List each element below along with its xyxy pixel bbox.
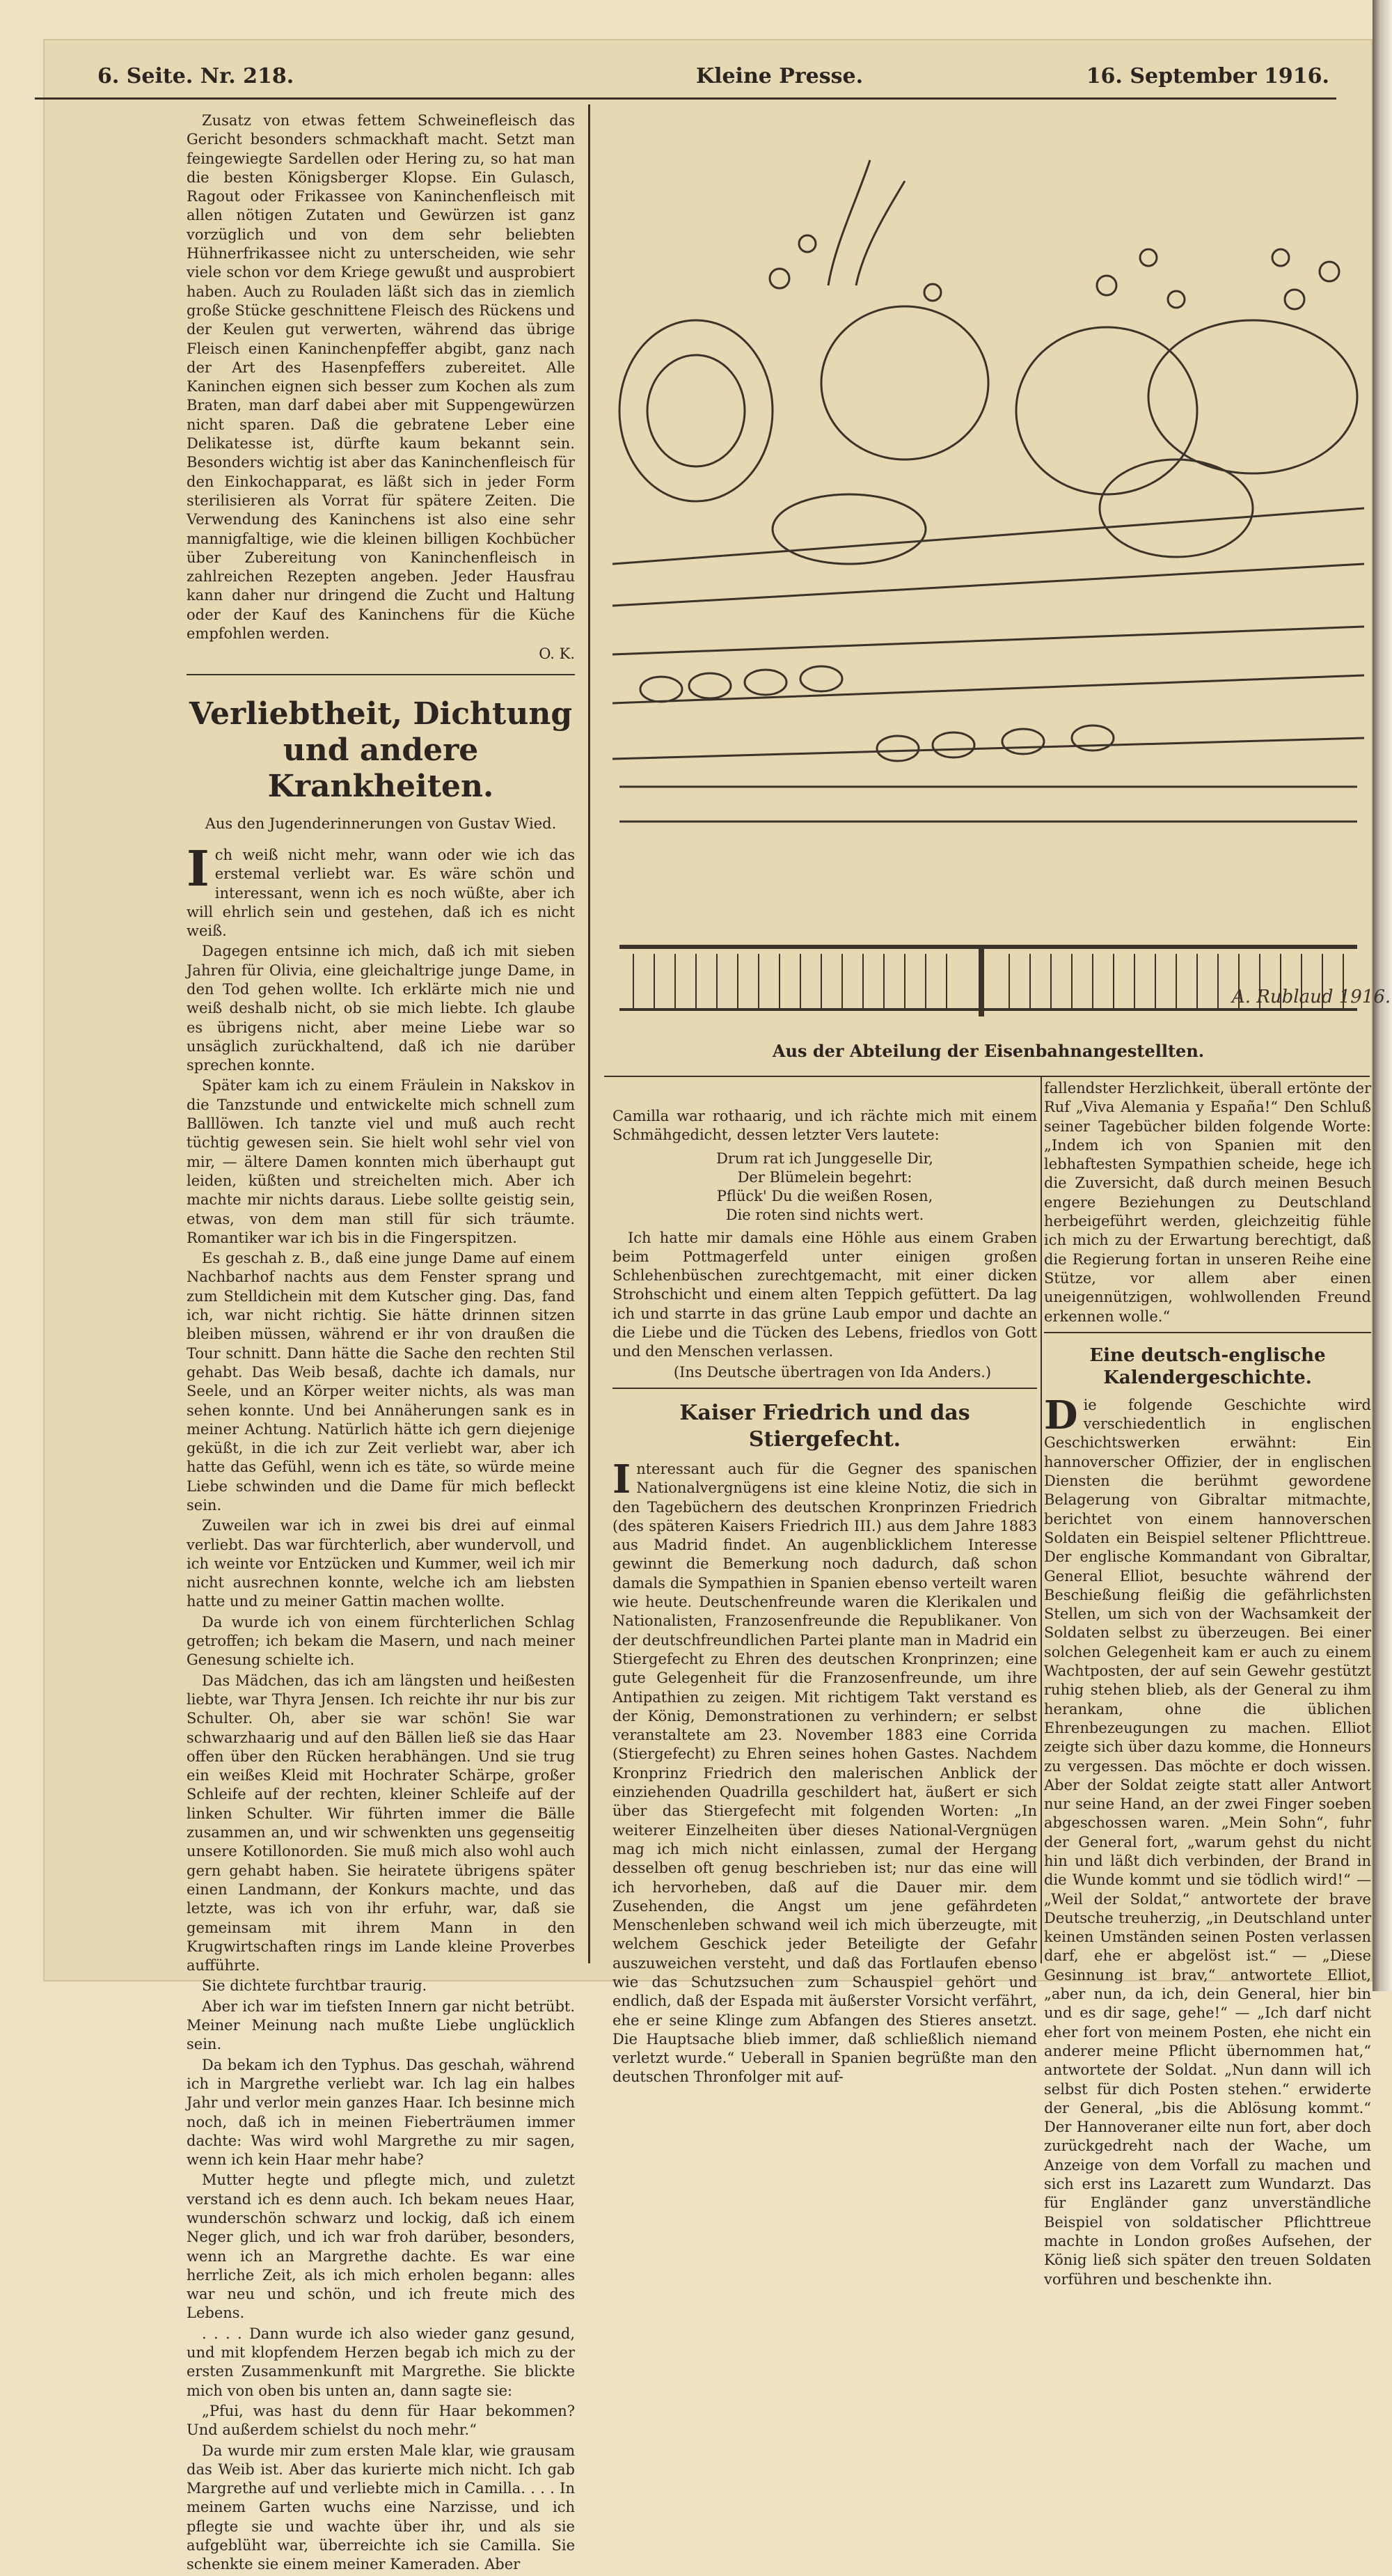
story-paragraph: Da bekam ich den Typhus. Das geschah, während ich in Margrethe verliebt war. Ich lag ein halbes Jahr und verlor mein ganzes Haar. Ich besinne mich noch, daß ich in meinen Fieberträumen immer dachte: Was wird wohl Margrethe zu mir sagen, wenn ich kein Haar mehr habe? [187, 2056, 575, 2169]
artist-signature: A. Rublaud 1916. [1232, 987, 1391, 1007]
section-rule [604, 1076, 1370, 1077]
dropcap: I [187, 839, 209, 897]
story-paragraph: Später kam ich zu einem Fräulein in Nakskov in die Tanzstunde und entwickelte mich schnell zum Balllöwen. Ich tanzte viel und muß auch recht tüchtig gewesen sein. Sie hielt wohl sehr viel von mir, — ältere Damen konnten mich überhaupt gut leiden, küßten und streichelten mich. Aber ich machte mir nichts daraus. Liebe sollte geistig sein, etwas, von dem man still für sich träumte. Romantiker war ich bis in die Fingerspitzen. [187, 1077, 575, 1246]
right-column [1044, 1079, 1371, 2291]
article-headline: Eine deutsch-englische Kalendergeschichte. [1089, 1344, 1326, 1388]
poem-line: Die roten sind nichts wert. [725, 1206, 924, 1223]
story-paragraph: Ich hatte mir damals eine Höhle aus einem Graben beim Pottmagerfeld unter einigen großen Schlehenbüschen zurechtgemacht, mit einer dicken Strohschicht und einem alten Teppich gefüttert. Da lag ich und starrte in das grüne Laub empor und dachte an die Liebe und die Tücken des Lebens, friedlos von Gott und den Menschen verlassen. [612, 1229, 1037, 1360]
article-text: ie folgende Geschichte wird verschiedentlich in englischen Geschichtswerken erwähnt: Ein hannoverscher Offizier, der in englischen Diensten die berühmt gewordene Belagerung von Gibraltar mitmachte, berichtet von einem hannoverschen Soldaten ein Beispiel seltener Pflichttreue. Der englische Kommandant von Gibraltar, General Elliot, besuchte während der Beschießung fleißig die gefährlichsten Stellen, um sich von der Wachsamkeit der Soldaten selbst zu überzeugen. Bei einer solchen Gelegenheit kam er auch zu einem Wachtposten, der auf sein Gewehr gestützt ruhig stehen blieb, als der General zu ihm herankam, ohne die üblichen Ehrenbezeugungen zu machen. Elliot zeigte sich über dazu komme, die Honneurs zu vergessen. Das möchte er doch wissen. Aber der Soldat zeigte statt aller Antwort nur seine Hand, an der zwei Finger soeben abgeschossen waren. „Mein Sohn“, fuhr der General fort, „warum gehst du nicht hin und läßt dich verbinden, der Brand in die Wunde kommt und sie tödlich wird!“ — „Weil der Soldat,“ antwortete der brave Deutsche treuherzig, „in Deutschland unter keinen Umständen seinen Posten verlassen darf, ehe er abgelöst ist.“ — „Diese Gesinnung ist brav,“ antwortete Elliot, „aber nun, da ich, dein General, hier bin und es dir sage, gehe!“ — „Ich darf nicht eher fort von meinem Posten, ehe nicht ein anderer meine Pflicht übernommen hat,“ antwortete der Soldat. „Nun dann will ich selbst für dich Posten stehen.“ erwiderte der General, „bis die Ablösung kommt.“ Der Hannoveraner eilte nun fort, aber doch zurückgedreht nach der Wache, um Anzeige von dem Vorfall zu machen und sich erst ins Lazarett zum Wundarzt. Das für Engländer ganz unverständliche Beispiel von soldatischer Pflichttreue machte in London großes Aufsehen, der König ließ sich später den treuen Soldaten vorführen und beschenkte ihn. [1044, 1396, 1371, 2288]
story-paragraph: Zuweilen war ich in zwei bis drei auf einmal verliebt. Das war fürchterlich, aber wundervoll, und ich weinte vor Entzücken und Kummer, weil ich mir nicht ausrechnen konnte, welche ich am liebsten hatte und zu meiner Gattin machen wollte. [187, 1517, 575, 1610]
section-rule [1044, 1332, 1371, 1333]
page-number: 6. Seite. Nr. 218. [97, 64, 294, 88]
story-paragraph: Dagegen entsinne ich mich, daß ich mit sieben Jahren für Olivia, eine gleichaltrige junge Dame, in den Tod gehen wollte. Ich erklärte mich nie und weiß deshalb nicht, ob sie mich liebte. Ich glaube es übrigens nicht, aber meine Liebe war so unsäglich zurückhaltend, daß ich nie darüber sprechen konnte. [187, 943, 575, 1074]
story-paragraph: „Pfui, was hast du denn für Haar bekommen? Und außerdem schielst du noch mehr.“ [187, 2402, 575, 2439]
middle-column [612, 1107, 1037, 2089]
poem-line: Drum rat ich Junggeselle Dir, [716, 1149, 933, 1167]
masthead-title: Kleine Presse. [696, 64, 864, 88]
story-paragraph: ch weiß nicht mehr, wann oder wie ich das erstemal verliebt war. Es wäre schön und interessant, wenn ich es noch wüßte, aber ich will ehrlich sein und gestehen, daß ich es nicht weiß. [187, 846, 575, 940]
article-signature: O. K. [539, 645, 575, 663]
section-rule [612, 1388, 1037, 1389]
poem [612, 1149, 1037, 1225]
left-column [187, 111, 575, 2576]
dropcap: I [612, 1456, 631, 1502]
story-paragraph: Da wurde ich von einem fürchterlichen Schlag getroffen; ich bekam die Masern, und nach meiner Genesung schielte ich. [187, 1613, 575, 1669]
article-headline: Kaiser Friedrich und das Stiergefecht. [679, 1400, 970, 1452]
column-rule [1041, 1076, 1042, 1963]
illustration-caption: Aus der Abteilung der Eisenbahnangestellten. [772, 1041, 1205, 1061]
page-header [35, 58, 1336, 100]
story-paragraph: Aber ich war im tiefsten Innern gar nicht betrübt. Meiner Meinung nach mußte Liebe unglücklich sein. [187, 1997, 575, 2053]
story-continuation: Camilla war rothaarig, und ich rächte mich mit einem Schmähgedicht, dessen letzter Vers lautete: [612, 1108, 1037, 1144]
story-paragraph: Es geschah z. B., daß eine junge Dame auf einem Nachbarhof nachts aus dem Fenster sprang und zum Stelldichein mit dem Kutscher ging. Das, fand ich, war nicht richtig. Sie hätte drinnen sitzen bleiben müssen, während er ihr von draußen die Tour schnitt. Dann hätte die Sache den rechten Stil gehabt. Das Weib besaß, dachte ich damals, nur Seele, und an Körper weiter nichts, als was man sehen konnte. Und bei Annäherungen sank es in meiner Achtung. Natürlich hätte ich gern diejenige geküßt, in die ich zur Zeit verliebt war, aber ich hatte das Gefühl, wenn ich es täte, so würde meine Liebe schwinden und die Dame für mich befleckt sein. [187, 1250, 575, 1514]
story-byline: Aus den Jugenderinnerungen von Gustav Wied. [205, 815, 557, 832]
story-headline: Verliebtheit, Dichtung und andere Krankheiten. [189, 696, 573, 804]
article-paragraph: Zusatz von etwas fettem Schweinefleisch das Gericht besonders schmackhaft macht. Setzt man feingewiegte Sardellen oder Hering zu, so hat man die besten Königsberger Klopse. Ein Gulasch, Ragout oder Frikassee von Kaninchenfleisch mit allen nötigen Zutaten und Gewürzen ist ganz vorzüglich und von dem sehr beliebten Hühnerfrikassee nicht zu unterscheiden, wie sehr viele schon vor dem Kriege gewußt und ausprobiert haben. Auch zu Rouladen läßt sich das in ziemlich große Stücke geschnittene Fleisch des Rückens und der Keulen gut verwerten, während das übrige Fleisch einen Kaninchenpfeffer abgibt, ganz nach der Art des Hasenpfeffers zubereitet. Alle Kaninchen eignen sich besser zum Kochen als zum Braten, man darf dabei aber mit Suppengewürzen nicht sparen. Daß die gebratene Leber eine Delikatesse ist, dürfte kaum bekannt sein. Besonders wichtig ist aber das Kaninchenfleisch für den Einkochapparat, es läßt sich in jeder Form sterilisieren als Vorrat für spätere Zeiten. Die Verwendung des Kaninchens ist also eine sehr mannigfaltige, wie die kleinen billigen Kochbücher über Zubereitung von Kaninchenfleisch in zahlreichen Rezepten angeben. Jeder Hausfrau kann daher nur dringend die Zucht und Haltung oder der Kauf des Kaninchens für die Küche empfohlen werden. [187, 112, 575, 643]
translator-note: (Ins Deutsche übertragen von Ida Anders.) [673, 1363, 992, 1381]
column-rule [588, 104, 590, 1963]
poem-line: Pflück' Du die weißen Rosen, [716, 1187, 933, 1204]
article-text: nteressant auch für die Gegner des spanischen Nationalvergnügens ist eine kleine Notiz, die sich in den Tagebüchern des deutschen Kronprinzen Friedrich (des späteren Kaisers Friedrich III.) aus dem Jahre 1883 aus Madrid findet. An augenblicklichem Interesse gewinnt die Bemerkung noch dadurch, daß schon damals die Sympathien in Spanien ebenso verteilt waren wie heute. Deutschenfreunde waren die Klerikalen und Nationalisten, Franzosenfreunde die Republikaner. Von der deutschfreundlichen Partei plante man in Madrid ein Stiergefecht zu Ehren des deutschen Kronprinzen; eine gute Gelegenheit für die Franzosenfreunde, um ihre Antipathien zu zeigen. Mit richtigem Takt verstand es der König, Demonstrationen zu verhindern; er selbst veranstaltete am 23. November 1883 eine Corrida (Stiergefecht) zu Ehren seines hohen Gastes. Nachdem Kronprinz Friedrich den malerischen Anblick der einziehenden Quadrilla geschildert hat, äußert er sich über das Stiergefecht mit folgenden Worten: „In weiterer Einzelheiten über dieses National-Vergnügen mag ich mich nicht einlassen, zumal der Hergang desselben oft genug beschrieben ist; nur das eine will ich hervorheben, daß auf die Dauer mir. dem Zusehenden, die Angst um jene gefährdeten Menschenleben schwand weil ich mich überzeugte, mit welchem Geschick jeder Beteiligte der Gefahr auszuweichen versteht, und daß das Fortlaufen ebenso wie das Schutzsuchen zum Schauspiel gehört und endlich, daß der Espada mit äußerster Vorsicht verfährt, ehe er seine Klinge zum Abfangen des Stieres ansetzt. Die Hauptsache blieb immer, daß schließlich niemand verletzt wurde.“ Ueberall in Spanien begrüßte man den deutschen Thronfolger mit auf- [612, 1460, 1037, 2086]
section-rule [187, 674, 575, 675]
dropcap: D [1044, 1392, 1078, 1438]
story-paragraph: Mutter hegte und pflegte mich, und zuletzt verstand ich es denn auch. Ich bekam neues Haar, wunderschön schwarz und lockig, daß ich einem Neger glich, und ich war froh darüber, besonders, wenn ich an Margrethe dachte. Es war eine herrliche Zeit, als ich mich erholen begann: alles war neu und schön, und ich freute mich des Lebens. [187, 2171, 575, 2322]
illustration-vegetable-garden [606, 118, 1391, 1037]
story-paragraph: Da wurde mir zum ersten Male klar, wie grausam das Weib ist. Aber das kurierte mich nicht. Ich gab Margrethe auf und verliebte mich in Camilla. . . . In meinem Garten wuchs eine Narzisse, und ich pflegte sie und wachte über ihr, und als sie aufgeblüht war, überreichte ich sie Camilla. Sie schenkte sie einem meiner Kameraden. Aber [187, 2442, 575, 2573]
story-paragraph: . . . . Dann wurde ich also wieder ganz gesund, und mit klopfendem Herzen begab ich mich zu der ersten Zusammenkunft mit Margrethe. Sie blickte mich von oben bis unten an, dann sagte sie: [187, 2325, 575, 2399]
issue-date: 16. September 1916. [1086, 64, 1329, 88]
article-text: fallendster Herzlichkeit, überall ertönte der Ruf „Viva Alemania y España!“ Den Schluß seiner Tagebücher bilden folgende Worte: „Indem ich von Spanien mit den lebhaftesten Sympathien scheide, hege ich die Zuversicht, daß durch meinen Besuch engere Beziehungen zu Deutschland herbeigeführt werden, gleichzeitig fühle ich mich zu der Erwartung berechtigt, daß die Regierung fortan in unseren Reihe eine Stütze, vor allem aber einen uneigennützigen, wohlwollenden Freund erkennen wolle.“ [1044, 1080, 1371, 1325]
story-paragraph: Sie dichtete furchtbar traurig. [202, 1977, 427, 1995]
poem-line: Der Blümelein begehrt: [737, 1168, 912, 1186]
story-paragraph: Das Mädchen, das ich am längsten und heißesten liebte, war Thyra Jensen. Ich reichte ihr nur bis zur Schulter. Oh, aber sie war schön! Sie war schwarzhaarig und auf den Bällen ließ sie das Haar offen über den Rücken herabhängen. Und sie trug ein weißes Kleid mit Hochrater Schärpe, großer Schleife auf der rechten, kleiner Schleife auf der linken Schulter. Wir führten immer die Bälle zusammen an, und wir schwenkten uns gegenseitig unsere Kotillonorden. Sie muß mich also wohl auch gern gehabt haben. Sie heiratete übrigens später einen Landmann, der Konkurs machte, und das letzte, was ich von ihr erfuhr, war, daß sie gemeinsam mit ihrem Mann in den Krugwirtschaften rings im Lande kleine Proverbes aufführte. [187, 1672, 575, 1974]
